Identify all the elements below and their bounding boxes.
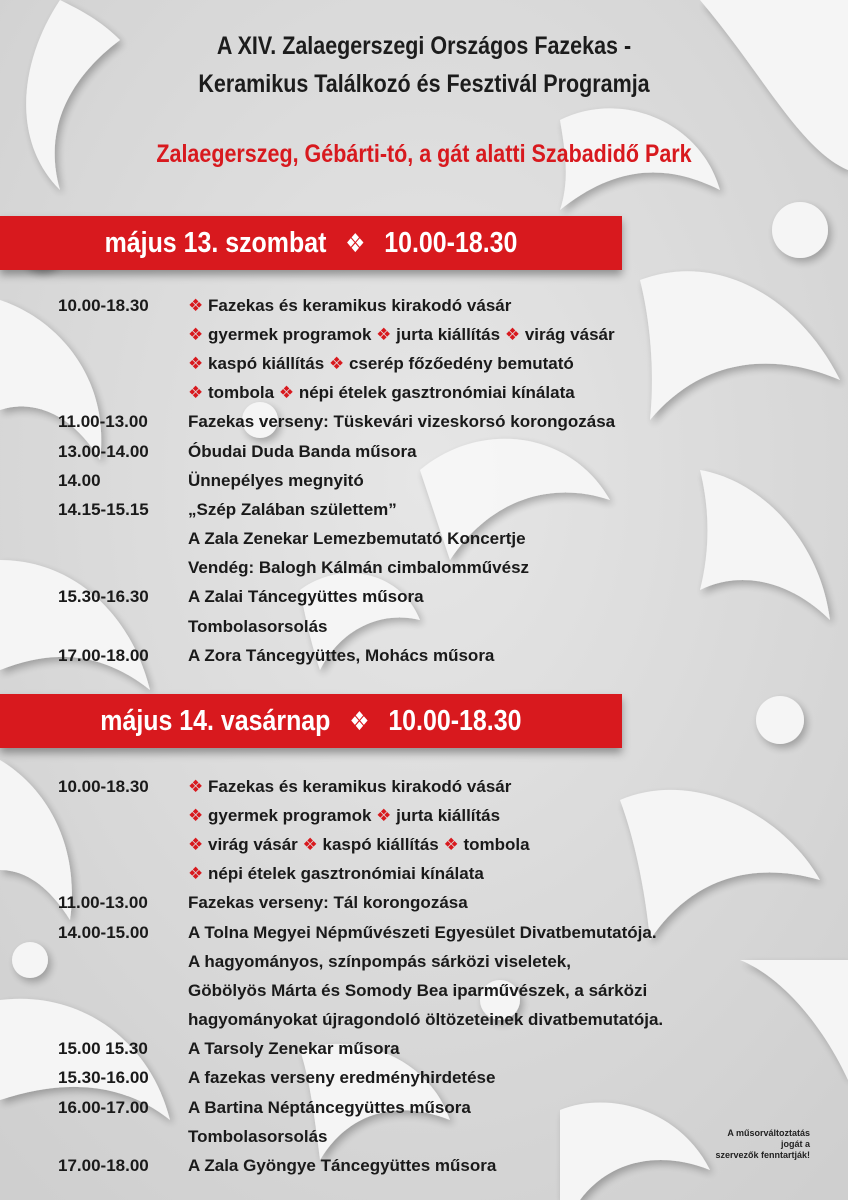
program-item: A Zora Táncegyüttes, Mohács műsora [188,645,495,665]
schedule-time: 14.00 [58,470,101,490]
schedule-row [58,408,818,437]
schedule-saturday [58,291,818,670]
schedule-time: 17.00-18.00 [58,645,149,665]
schedule-row [58,379,818,408]
program-item: A hagyományos, színpompás sárközi viseletek, [188,951,571,971]
program-item: gyermek programok [207,805,372,825]
program-item: Göbölyös Márta és Somody Bea iparművészek, a sárközi [188,980,648,1000]
program-item: népi ételek gasztronómiai kínálata [207,864,484,884]
schedule-text [188,617,328,637]
program-item: kaspó kiállítás [322,834,439,854]
diamond-icon: ❖ [376,805,392,825]
diamond-icon: ❖ [302,834,318,854]
schedule-row [58,291,818,320]
program-item: népi ételek gasztronómiai kínálata [298,383,575,403]
diamond-icon: ❖ [188,776,204,796]
schedule-sunday [58,772,818,1181]
schedule-row [58,437,818,466]
diamond-icon: ❖ [188,805,204,825]
schedule-row [58,1006,818,1035]
schedule-time: 15.30-16.00 [58,1068,149,1088]
program-item: gyermek programok [207,324,372,344]
diamond-icon: ❖ [376,324,392,344]
schedule-row [58,612,818,641]
schedule-row [58,976,818,1005]
schedule-text [188,412,615,432]
program-item: A Bartina Néptáncegyüttes műsora [188,1097,471,1117]
schedule-text [188,1068,495,1088]
day-banner-saturday [0,216,622,270]
schedule-text [188,529,526,549]
program-item: Fazekas és keramikus kirakodó vásár [207,776,512,796]
schedule-text [188,558,529,578]
schedule-time: 10.00-18.30 [58,295,149,315]
program-item: jurta kiállítás [396,805,501,825]
schedule-row [58,947,818,976]
schedule-row [58,1093,818,1122]
program-item: Ünnepélyes megnyitó [188,470,364,490]
program-item: A Zalai Táncegyüttes műsora [188,587,424,607]
diamond-icon: ❖ [188,295,204,315]
schedule-time: 11.00-13.00 [58,412,148,432]
schedule-row [58,554,818,583]
diamond-icon: ❖ [188,864,204,884]
program-item: Fazekas és keramikus kirakodó vásár [207,295,512,315]
schedule-time: 10.00-18.30 [58,776,149,796]
program-item: kaspó kiállítás [207,353,325,373]
schedule-time: 16.00-17.00 [58,1097,149,1117]
program-item: hagyományokat újragondoló öltözeteinek divatbemutatója. [188,1010,664,1030]
diamond-icon: ❖ [328,353,345,373]
schedule-time: 14.00-15.00 [58,922,149,942]
schedule-row [58,1064,818,1093]
program-item: cserép főzőedény bemutató [348,353,574,373]
location-subtitle: Zalaegerszeg, Gébárti-tó, a gát alatti Szabadidő Park [156,140,692,168]
page-title-line-1: A XIV. Zalaegerszegi Országos Fazekas - [216,32,632,60]
schedule-text [188,646,494,666]
program-item: tombola [207,383,275,403]
schedule-text [188,471,364,491]
schedule-row [58,320,818,349]
diamond-icon: ❖ [188,324,204,344]
schedule-text [188,806,500,826]
day-hours: 10.00-18.30 [388,704,522,737]
notice-line: jogát a [780,1139,810,1149]
diamond-icon: ❖ [345,227,366,258]
schedule-time: 15.00 15.30 [58,1039,148,1059]
diamond-icon: ❖ [443,834,459,854]
schedule-row [58,860,818,889]
schedule-row [58,830,818,859]
schedule-row [58,495,818,524]
schedule-text [188,952,571,972]
schedule-text [188,1039,400,1059]
day-date: május 14. vasárnap [100,704,331,737]
schedule-text [188,1010,663,1030]
page-title-line-2: Keramikus Találkozó és Fesztivál Programja [198,70,650,98]
schedule-text [188,981,647,1001]
schedule-row [58,1035,818,1064]
schedule-time: 15.30-16.30 [58,587,149,607]
schedule-row [58,583,818,612]
schedule-row [58,889,818,918]
schedule-text [188,1098,471,1118]
schedule-text [188,587,424,607]
program-item: tombola [463,834,530,854]
program-item: Fazekas verseny: Tál korongozása [188,893,468,913]
schedule-text [188,835,530,855]
schedule-row [58,349,818,378]
schedule-row [58,772,818,801]
schedule-row [58,801,818,830]
diamond-icon: ❖ [188,383,204,403]
schedule-text [188,1156,496,1176]
program-item: Fazekas verseny: Tüskevári vizeskorsó korongozása [188,412,616,432]
program-item: Tombolasorsolás [188,1126,328,1146]
schedule-text [188,354,574,374]
schedule-row [58,918,818,947]
day-banner-sunday [0,694,622,748]
schedule-time: 11.00-13.00 [58,893,148,913]
day-date: május 13. szombat [104,226,327,259]
schedule-text [188,923,657,943]
diamond-icon: ❖ [188,353,204,373]
notice-line: szervezők fenntartják! [715,1150,810,1160]
diamond-icon: ❖ [504,324,521,344]
program-item: A fazekas verseny eredményhirdetése [188,1068,496,1088]
program-item: A Tolna Megyei Népművészeti Egyesület Divatbemutatója. [188,922,657,942]
diamond-icon: ❖ [188,834,204,854]
program-item: virág vásár [524,324,615,344]
program-item: A Zala Zenekar Lemezbemutató Koncertje [188,529,526,549]
program-item: A Zala Gyöngye Táncegyüttes műsora [188,1156,497,1176]
schedule-time: 13.00-14.00 [58,441,149,461]
schedule-row [58,525,818,554]
diamond-icon: ❖ [349,705,370,736]
schedule-text [188,500,397,520]
schedule-text [188,325,615,345]
schedule-text [188,442,417,462]
schedule-text [188,777,511,797]
schedule-text [188,893,468,913]
program-item: „Szép Zalában születtem” [188,499,397,519]
diamond-icon: ❖ [278,383,295,403]
day-hours: 10.00-18.30 [384,226,518,259]
program-item: virág vásár [207,834,298,854]
schedule-text [188,864,484,884]
notice-line: A műsorváltoztatás [727,1128,810,1138]
schedule-row [58,466,818,495]
schedule-row [58,641,818,670]
program-item: Óbudai Duda Banda műsora [188,441,417,461]
program-item: A Tarsoly Zenekar műsora [188,1039,400,1059]
program-item: Tombolasorsolás [188,616,328,636]
schedule-time: 17.00-18.00 [58,1156,149,1176]
change-notice [690,1128,810,1161]
schedule-text [188,296,511,316]
program-item: Vendég: Balogh Kálmán cimbalomművész [188,558,530,578]
schedule-text [188,1127,328,1147]
schedule-time: 14.15-15.15 [58,499,149,519]
program-item: jurta kiállítás [396,324,501,344]
schedule-text [188,383,575,403]
